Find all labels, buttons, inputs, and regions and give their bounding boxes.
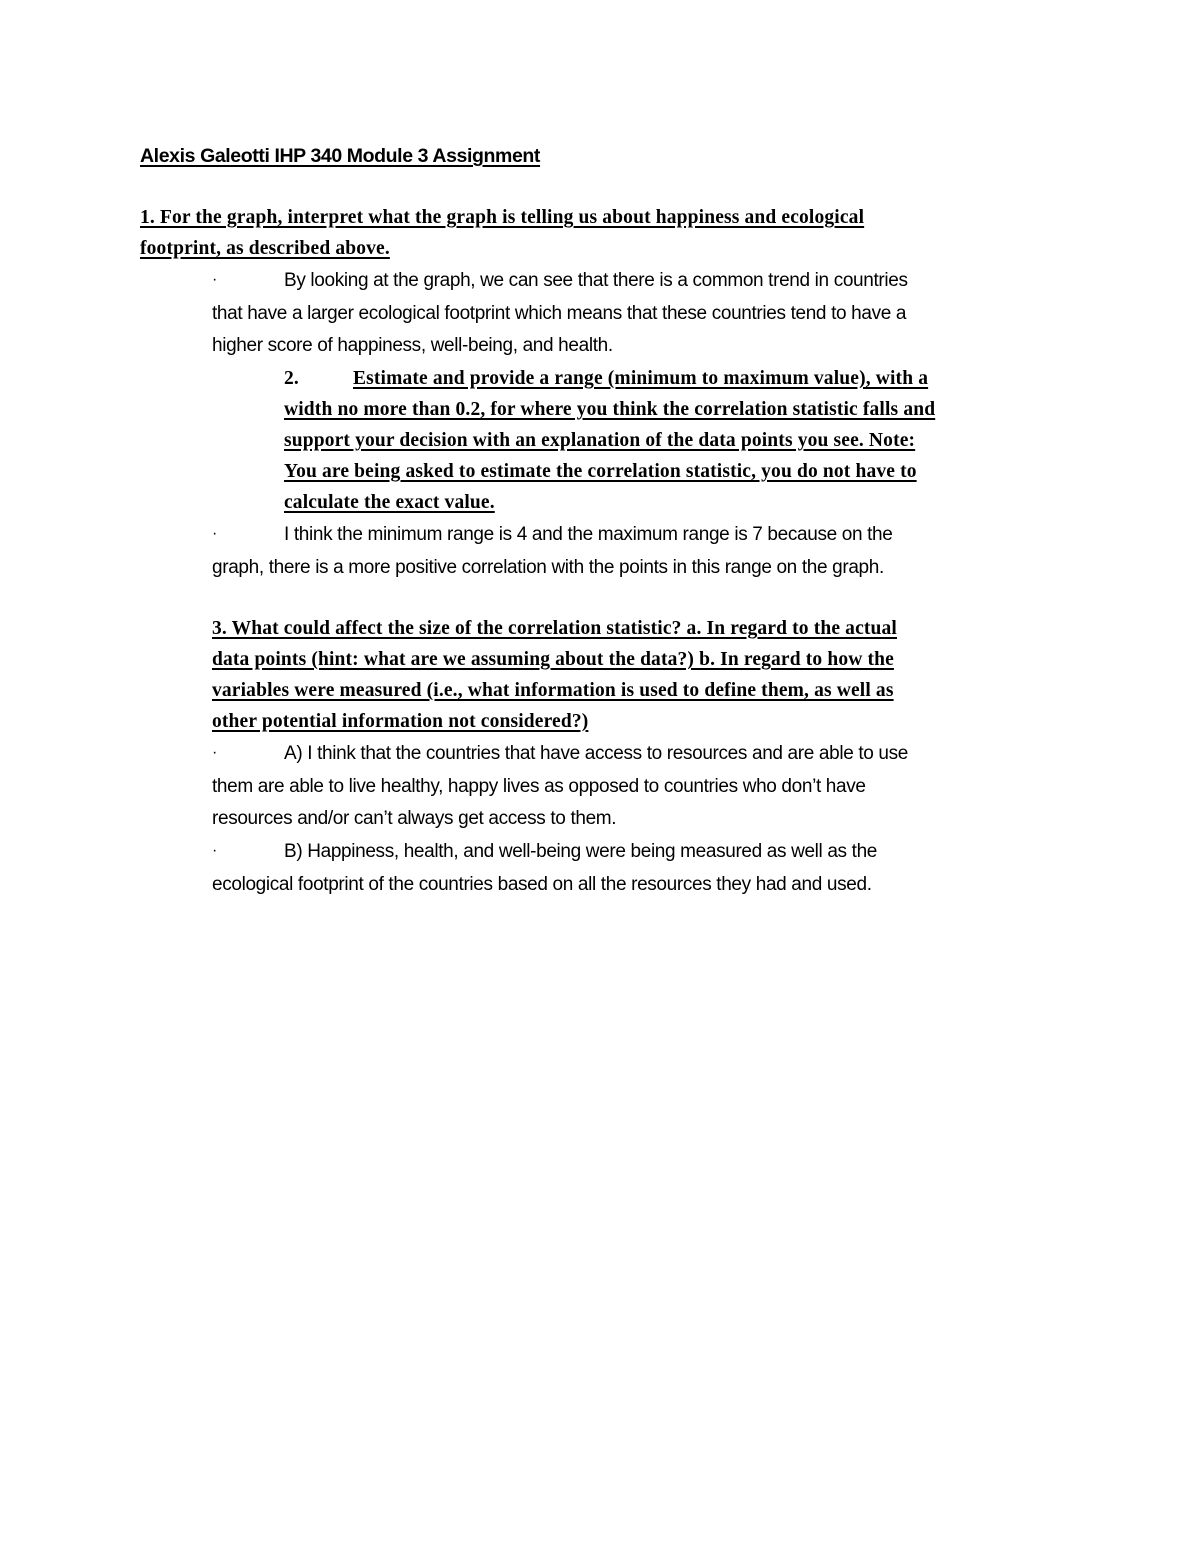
answer-1-line-3: higher score of happiness, well-being, and health. bbox=[212, 335, 613, 356]
question-2-line-2: width no more than 0.2, for where you think the correlation statistic falls and bbox=[284, 399, 936, 420]
answer-3a-line-1: A) I think that the countries that have access to resources and are able to use bbox=[284, 743, 909, 764]
answer-3b-line-1: B) Happiness, health, and well-being were being measured as well as the bbox=[284, 841, 878, 862]
question-3-line-3: variables were measured (i.e., what information is used to define them, as well as bbox=[212, 680, 894, 701]
bullet-q3b: · bbox=[212, 842, 218, 859]
answer-2-line-1: I think the minimum range is 4 and the maximum range is 7 because on the bbox=[284, 524, 893, 545]
answer-3a-line-3: resources and/or can’t always get access to them. bbox=[212, 808, 617, 829]
question-3-line-1: 3. What could affect the size of the correlation statistic? a. In regard to the actual bbox=[212, 618, 897, 639]
question-3-line-2: data points (hint: what are we assuming about the data?) b. In regard to how the bbox=[212, 649, 894, 670]
document-title: Alexis Galeotti IHP 340 Module 3 Assignment bbox=[140, 145, 541, 167]
question-2-line-4: You are being asked to estimate the correlation statistic, you do not have to bbox=[284, 461, 917, 482]
bullet-q2: · bbox=[212, 525, 218, 542]
answer-1-line-1: By looking at the graph, we can see that there is a common trend in countries bbox=[284, 270, 908, 291]
question-2-line-3: support your decision with an explanation of the data points you see. Note: bbox=[284, 430, 916, 451]
answer-2-line-2: graph, there is a more positive correlation with the points in this range on the graph. bbox=[212, 557, 884, 578]
question-2-number: 2. bbox=[284, 368, 299, 389]
answer-3a-line-2: them are able to live healthy, happy lives as opposed to countries who don’t have bbox=[212, 776, 866, 797]
bullet-q1: · bbox=[212, 271, 218, 288]
question-2-line-5: calculate the exact value. bbox=[284, 492, 495, 513]
question-3-line-4: other potential information not considered?) bbox=[212, 711, 589, 732]
bullet-q3a: · bbox=[212, 744, 218, 761]
answer-3b-line-2: ecological footprint of the countries based on all the resources they had and used. bbox=[212, 874, 872, 895]
question-2-line-1: Estimate and provide a range (minimum to maximum value), with a bbox=[353, 368, 929, 389]
question-1-line-2: footprint, as described above. bbox=[140, 238, 390, 259]
question-1-line-1: 1. For the graph, interpret what the graph is telling us about happiness and ecological bbox=[140, 207, 865, 228]
answer-1-line-2: that have a larger ecological footprint which means that these countries tend to have a bbox=[212, 303, 907, 324]
